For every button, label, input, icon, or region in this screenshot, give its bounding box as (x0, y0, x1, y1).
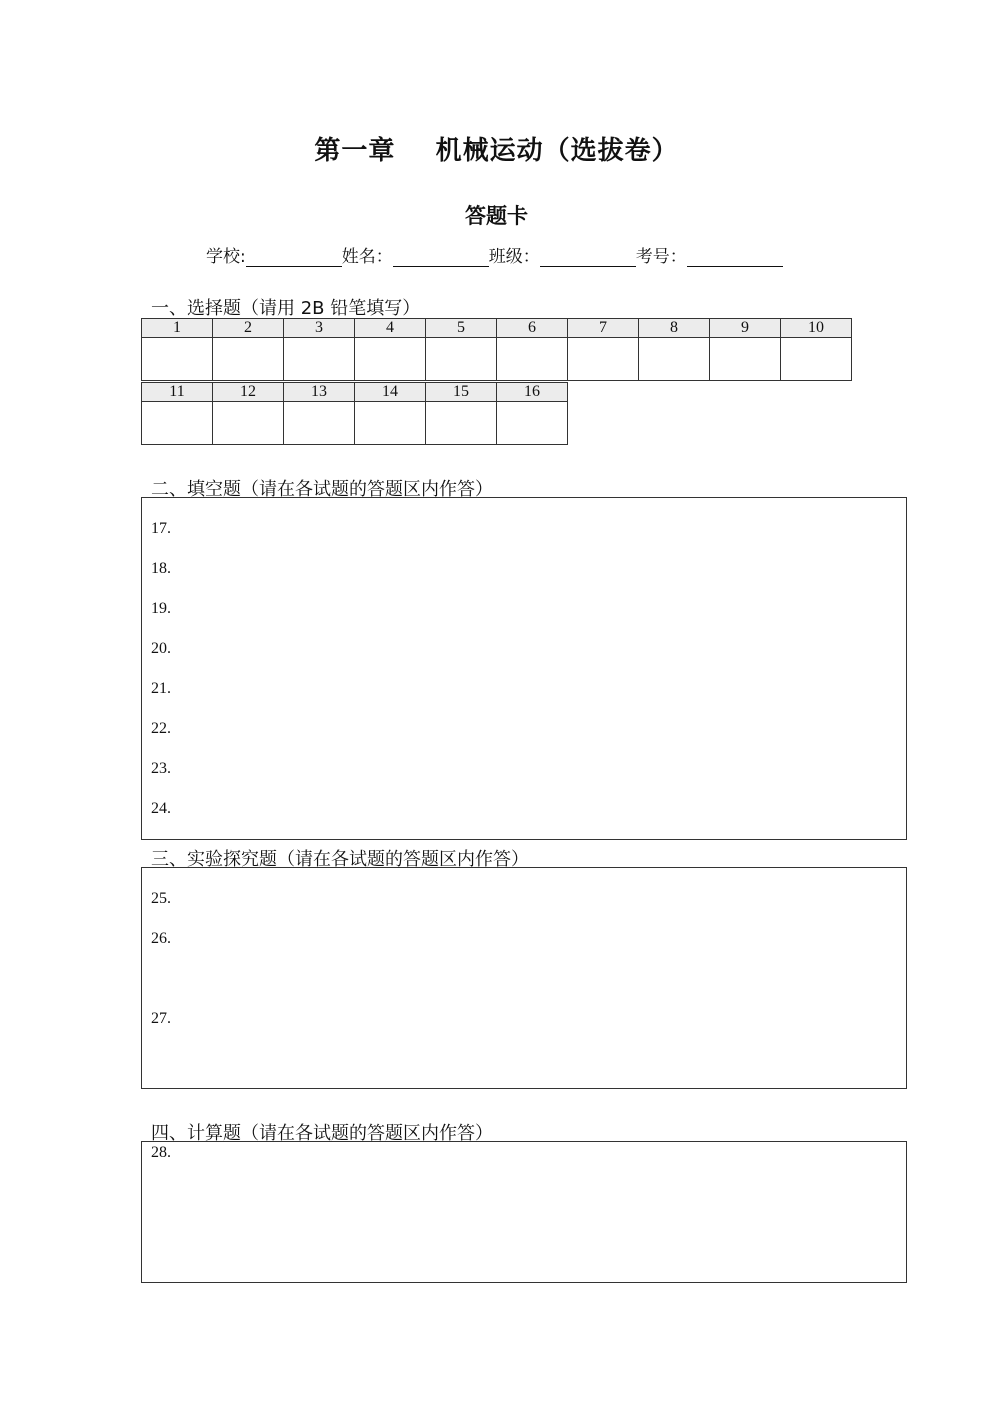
choice-number: 4 (355, 319, 426, 338)
choice-answer-cell[interactable] (284, 402, 355, 445)
section-choice-heading: 一、选择题（请用 2B 铅笔填写） (151, 298, 421, 319)
choice-number: 1 (142, 319, 213, 338)
section-experiment-heading: 三、实验探究题（请在各试题的答题区内作答） (151, 849, 529, 870)
choice-answer-cell[interactable] (639, 338, 710, 381)
fill-answer-box[interactable] (141, 497, 907, 840)
question-number: 28. (151, 1144, 171, 1161)
section-calc-heading: 四、计算题（请在各试题的答题区内作答） (151, 1123, 493, 1144)
choice-answer-cell[interactable] (497, 402, 568, 445)
class-label: 班级： (488, 247, 540, 267)
choice-grid-row1 (141, 318, 852, 381)
choice-number: 11 (142, 383, 213, 402)
question-number: 24. (151, 800, 171, 817)
question-number: 22. (151, 720, 171, 737)
question-number: 26. (151, 930, 171, 947)
choice-answer-cell[interactable] (781, 338, 852, 381)
choice-answer-cell[interactable] (142, 402, 213, 445)
choice-number: 2 (213, 319, 284, 338)
class-blank[interactable] (540, 248, 636, 267)
school-blank[interactable] (246, 248, 342, 267)
choice-number: 12 (213, 383, 284, 402)
choice-answer-cell[interactable] (213, 338, 284, 381)
choice-number: 16 (497, 383, 568, 402)
choice-number: 6 (497, 319, 568, 338)
choice-number: 14 (355, 383, 426, 402)
choice-number: 15 (426, 383, 497, 402)
choice-number: 3 (284, 319, 355, 338)
choice-answer-cell[interactable] (426, 338, 497, 381)
choice-number: 5 (426, 319, 497, 338)
page-subtitle: 答题卡 (465, 204, 528, 228)
name-label: 姓名： (341, 247, 393, 267)
info-row (206, 242, 783, 267)
question-number: 21. (151, 680, 171, 697)
question-number: 27. (151, 1010, 171, 1027)
choice-answer-cell[interactable] (426, 402, 497, 445)
choice-answer-cell[interactable] (710, 338, 781, 381)
choice-number: 13 (284, 383, 355, 402)
section-fill-heading: 二、填空题（请在各试题的答题区内作答） (151, 479, 493, 500)
choice-answer-cell[interactable] (142, 338, 213, 381)
choice-answer-cell[interactable] (568, 338, 639, 381)
experiment-answer-box[interactable] (141, 867, 907, 1089)
name-blank[interactable] (393, 248, 489, 267)
choice-answer-cell[interactable] (213, 402, 284, 445)
choice-number: 9 (710, 319, 781, 338)
question-number: 18. (151, 560, 171, 577)
question-number: 20. (151, 640, 171, 657)
choice-grid-row2 (141, 382, 568, 445)
id-blank[interactable] (687, 248, 783, 267)
page-title: 第一章 机械运动（选拔卷） (314, 136, 679, 166)
question-number: 25. (151, 890, 171, 907)
id-label: 考号： (635, 247, 687, 267)
choice-number: 8 (639, 319, 710, 338)
choice-number: 7 (568, 319, 639, 338)
choice-answer-cell[interactable] (284, 338, 355, 381)
question-number: 17. (151, 520, 171, 537)
choice-answer-cell[interactable] (355, 338, 426, 381)
choice-answer-cell[interactable] (497, 338, 568, 381)
choice-number: 10 (781, 319, 852, 338)
question-number: 19. (151, 600, 171, 617)
calc-answer-box[interactable] (141, 1141, 907, 1283)
choice-answer-cell[interactable] (355, 402, 426, 445)
school-label: 学校: (206, 247, 246, 267)
question-number: 23. (151, 760, 171, 777)
